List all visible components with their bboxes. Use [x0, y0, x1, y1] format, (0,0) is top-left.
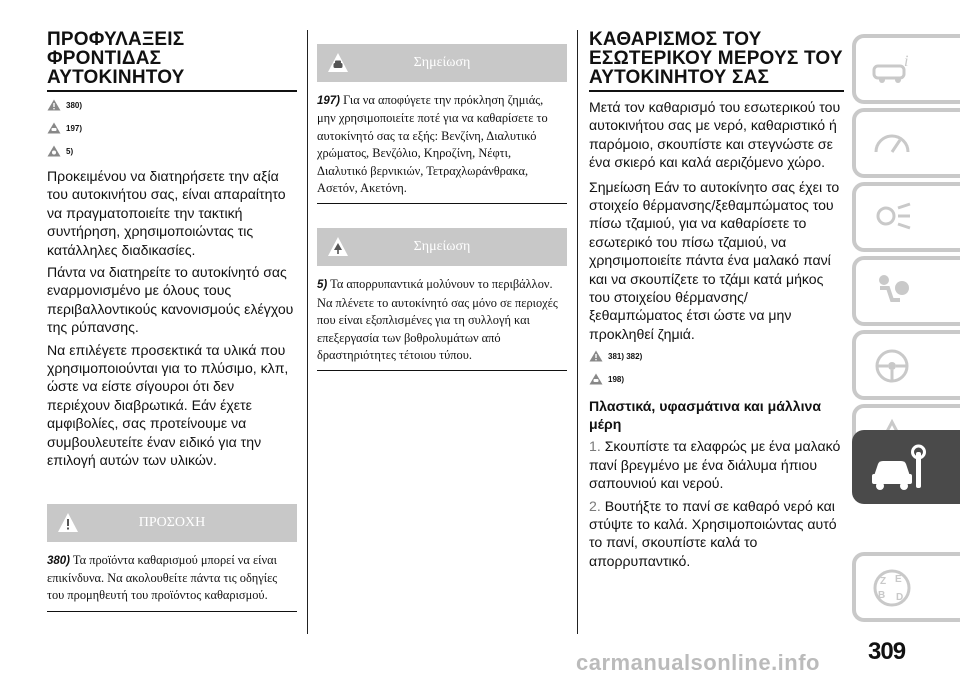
tab-airbag[interactable] — [852, 256, 960, 326]
tab-alphabetical-index[interactable] — [852, 552, 960, 622]
steering-icon — [870, 344, 914, 388]
car-note-icon — [589, 373, 603, 385]
watermark: carmanualsonline.info — [576, 650, 820, 675]
warning-header: ΠΡΟΣΟΧΗ — [47, 504, 297, 542]
light-icon — [870, 196, 914, 240]
column-middle — [317, 44, 567, 371]
tab-car-info[interactable] — [852, 34, 960, 104]
tab-dashboard[interactable] — [852, 108, 960, 178]
car-note-icon — [47, 122, 61, 134]
car-info-icon — [870, 48, 914, 92]
box-rule — [317, 370, 567, 371]
svg-text:B: B — [878, 590, 886, 601]
step-2: 2. Βουτήξτε το πανί σε καθαρό νερό και στύψτε το καλά. Χρησιμοποιώντας αυτό το πανί, σκουπίστε καλά το απορρυπαντικό. — [589, 497, 837, 569]
reference-5: 5) — [47, 141, 297, 161]
reference-381-382: 381) 382) — [589, 346, 844, 366]
paragraph: Να επιλέγετε προσεκτικά τα υλικά που χρησιμοποιούνται για το πλύσιμο, κλπ, ώστε να είστε σίγουροι ότι δεν περιέχουν διαβρωτικά. Εάν έχετε αμφιβολίες, σας προτείνουμε να συμβουλευτείτε έναν ειδικό για την επιλογή αυτών των υλικών. — [47, 341, 289, 469]
note-text: 5) Τα απορρυπαντικά μολύνουν το περιβάλλον. Να πλένετε το αυτοκίνητό σας μόνο σε περιοχές που είναι εξοπλισμένες για τη συλλογή και επεξεργασία των βοθρολυμάτων από δραστηριότητες τέτοιου τύπου. — [317, 277, 558, 363]
column-right — [589, 30, 844, 570]
section-heading: ΠΡΟΦΥΛΑΞΕΙΣ ΦΡΟΝΤΙΔΑΣ ΑΥΤΟΚΙΝΗΤΟΥ — [47, 29, 185, 88]
heading-rule — [589, 90, 844, 92]
subheading: Πλαστικά, υφασμάτινα και μάλλινα μέρη — [589, 398, 822, 433]
tree-note-icon — [327, 236, 349, 258]
tab-lights[interactable] — [852, 182, 960, 252]
warning-text: 380) Τα προϊόντα καθαρισμού μπορεί να είναι επικίνδυνα. Να ακολουθείτε πάντα τις οδηγίες του προμηθευτή του προϊόντος καθαρισμού. — [47, 552, 278, 603]
section-heading: ΚΑΘΑΡΙΣΜΟΣ ΤΟΥ ΕΣΩΤΕΡΙΚΟΥ ΜΕΡΟΥΣ ΤΟΥ ΑΥΤΟΚΙΝΗΤΟΥ ΣΑΣ — [589, 29, 843, 88]
svg-text:E: E — [895, 574, 902, 585]
svg-text:i: i — [904, 53, 909, 70]
note-box — [317, 228, 567, 371]
paragraph: Σημείωση Εάν το αυτοκίνητο σας έχει το στοιχείο θέρμανσης/ξεθαμπώματος του πίσω τζαμιού, για να καθαρίσετε το εσωτερικό του πίσω τζαμιού, να χρησιμοποιείτε πάντα ένα μαλακό πανί και να σκουπίζετε το τζάμι κατά μήκος του στοιχείου θέρμανσης/ ξεθαμπώματος έτσι ώστε να μην προκληθεί ζημιά. — [589, 178, 840, 342]
page-number: 309 — [868, 638, 906, 665]
heading-rule — [47, 90, 297, 92]
warning-icon — [47, 99, 61, 111]
warning-icon — [589, 350, 603, 362]
warning-box — [47, 504, 297, 612]
box-rule — [317, 203, 567, 204]
car-note-icon — [327, 52, 349, 74]
note-header: Σημείωση — [317, 44, 567, 82]
note-text: 197) Για να αποφύγετε την πρόκληση ζημιάς, μην χρησιμοποιείτε ποτέ για να καθαρίσετε το αυτοκίνητό σας τα εξής: Βενζίνη, Διαλυτικό χρώματος, Βενζόλιο, Κηροζίνη, Νέφτι, Διαλυτικό βερνικιών, Τετραχλωράνθρακα, Ασετόν, Ακετόνη. — [317, 93, 548, 196]
note-box — [317, 44, 567, 204]
column-divider — [307, 30, 308, 634]
paragraph: Προκειμένου να διατηρήσετε την αξία του αυτοκινήτου σας, είναι απαραίτητο να πραγματοποιείτε την τακτική συντήρηση, χρησιμοποιώντας τις κατάλληλες διαδικασίες. — [47, 168, 286, 258]
svg-text:D: D — [896, 592, 904, 603]
airbag-icon — [870, 270, 914, 314]
tab-car-service[interactable] — [852, 430, 960, 504]
paragraph: Μετά τον καθαρισμό του εσωτερικού του αυτοκινήτου σας με νερό, καθαριστικό ή παρόμοιο, σκουπίστε και στεγνώστε σε ένα σκιερό και καλά αεριζόμενο χώρο. — [589, 99, 841, 171]
exclamation-warning-icon — [57, 512, 79, 534]
svg-text:Z: Z — [880, 576, 887, 587]
car-service-icon — [870, 444, 930, 494]
reference-198: 198) — [589, 369, 844, 389]
dashboard-icon — [870, 122, 914, 166]
step-1: 1. Σκουπίστε τα ελαφρώς με ένα μαλακό πανί βρεγμένο με ένα διάλυμα ήπιου σαπουνιού και νερού. — [589, 438, 841, 492]
column-divider — [577, 30, 578, 634]
column-left — [47, 30, 297, 612]
box-rule — [47, 611, 297, 612]
paragraph: Πάντα να διατηρείτε το αυτοκίνητό σας εναρμονισμένο με όλους τους περιβαλλοντικούς κανονισμούς ελέγχου της ρύπανσης. — [47, 264, 294, 336]
alphabetical-index-icon — [870, 566, 914, 610]
tab-steering[interactable] — [852, 330, 960, 400]
environment-note-icon — [47, 145, 61, 157]
reference-197: 197) — [47, 118, 297, 138]
note-header: Σημείωση — [317, 228, 567, 266]
reference-380: 380) — [47, 95, 297, 115]
